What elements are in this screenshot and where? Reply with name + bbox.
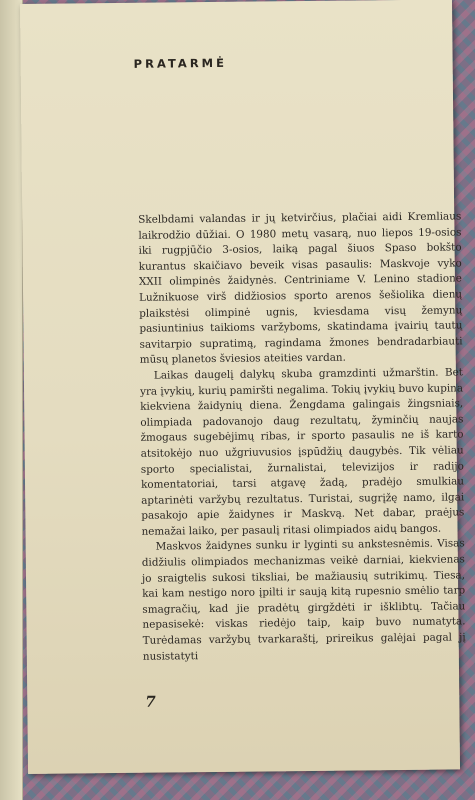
book-binding bbox=[0, 0, 23, 800]
page-number: 7 bbox=[145, 692, 156, 711]
paragraph-1: Skelbdami valandas ir jų ketvirčius, plačiai aidi Kremliaus laikrodžio dūžiai. O 1980 metų vasarą, nuo liepos 19-osios iki rugpjūčio 3-osios, laiką pagal šiuos Spaso bokšto kurantus skaičiavo beveik visas pasaulis: Maskvoje vyko XXII olimpinės žaidynės. Centriniame V. Lenino stadione Lužnikuose virš didžiosios sporto arenos šešiolika dienų plaikstėsi olimpinė ugnis, kviesdama visų žemynų pasiuntinius taikioms varžyboms, skatindama įvairių tautų savitarpio supratimą, ragindama žmones bendradarbiauti mūsų planetos šviesios ateities vardan. bbox=[138, 210, 463, 367]
page-heading: PRATARMĖ bbox=[133, 55, 228, 71]
paragraph-2: Laikas daugelį dalykų skuba gramzdinti užmarštin. Bet yra įvykių, kurių pamiršti negalima. Tokių įvykių buvo kupina kiekviena žaidynių diena. Žengdama galingais žingsniais, olimpiada padovanojo daug rezultatų, žyminčių naujas žmogaus sugebėjimų ribas, ir sporto pasaulis ne iš karto atsitokėjo nuo užgriuvusios įspūdžių daugybės. Tik vėliau sporto specialistai, žurnalistai, televizijos ir radijo komentatoriai, tarsi atgavę žadą, pradėjo smulkiau aptarinėti varžybų rezultatus. Turistai, sugrįžę namo, ilgai pasakojo apie žaidynes ir Maskvą. Net dabar, praėjus nemažai laiko, per pasaulį ritasi olimpiados aidų bangos. bbox=[139, 366, 465, 538]
book-page bbox=[20, 0, 466, 774]
body-text bbox=[138, 209, 466, 665]
paragraph-3: Maskvos žaidynes sunku ir lyginti su ankstesnėmis. Visas didžiulis olimpiados mechanizmas veikė darniai, kiekvienas jo sraigtelis sukosi tiksliai, be mažiausių sutrikimų. Tiesa, kai kam nestigo noro įpilti ir saują kitą rupesnio smėlio tarp smagračių, kad jie pradėtų girgždėti ir išklibtų. Tačiau nepasisekė: viskas riedėjo taip, kaip buvo numatyta. Turėdamas varžybų tvarkaraštį, prireikus galėjai pagal jį nusistatyti bbox=[141, 537, 466, 663]
